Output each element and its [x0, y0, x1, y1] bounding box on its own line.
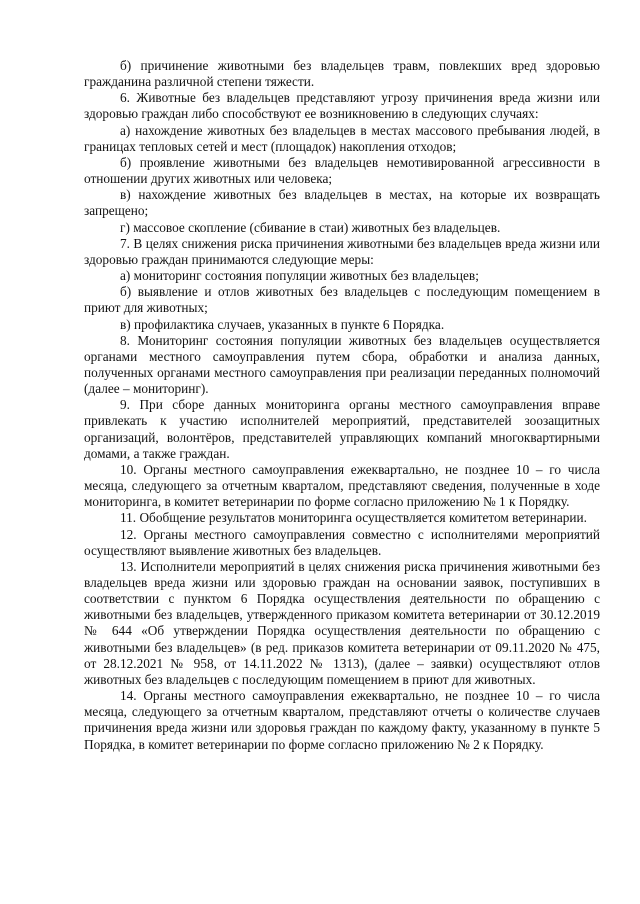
paragraph-5b: б) причинение животными без владельцев травм, повлекших вред здоровью гражданина различной степени тяжести.: [84, 58, 600, 90]
paragraph-6b: б) проявление животными без владельцев немотивированной агрессивности в отношении других животных или человека;: [84, 154, 600, 187]
paragraph-9: 9. При сборе данных мониторинга органы местного самоуправления вправе привлекать к участию исполнителей мероприятий, представителей зоозащитных организаций, волонтёров, представителей управляющих компаний многоквартирными домами, а также граждан.: [84, 397, 600, 461]
paragraph-14: 14. Органы местного самоуправления ежеквартально, не позднее 10 – го числа месяца, следующего за отчетным кварталом, представляют отчеты о количестве случаев причинения вреда жизни или здоровья граждан по каждому факту, указанному в пункте 5 Порядка, в комитет ветеринарии по форме согласно приложению № 2 к Порядку.: [84, 688, 600, 752]
paragraph-8: 8. Мониторинг состояния популяции животных без владельцев осуществляется органами местного самоуправления путем сбора, обработки и анализа данных, полученных органами местного самоуправления при реализации переданных полномочий (далее – мониторинг).: [84, 332, 600, 397]
paragraph-13: 13. Исполнители мероприятий в целях снижения риска причинения животными без владельцев вреда жизни или здоровью граждан на основании заявок, поступивших в соответствии с пунктом 6 Порядка осуществления деятельности по обращению с животными без владельцев, утвержденного приказом комитета ветеринарии от 30.12.2019 № 644 «Об утверждении Порядка осуществления деятельности по обращению с животными без владельцев» (в ред. приказов комитета ветеринарии от 09.11.2020 № 475, от 28.12.2021 № 958, от 14.11.2022 № 1313), (далее – заявки) осуществляют отлов животных без владельцев с последующим помещением в приют для животных.: [84, 558, 600, 687]
paragraph-6v: в) нахождение животных без владельцев в местах, на которые их возвращать запрещено;: [84, 187, 600, 219]
paragraph-10: 10. Органы местного самоуправления ежеквартально, не позднее 10 – го числа месяца, следующего за отчетным кварталом, представляют сведения, полученные в ходе мониторинга, в комитет ветеринарии по форме согласно приложению № 1 к Порядку.: [84, 461, 600, 510]
paragraph-11: 11. Обобщение результатов мониторинга осуществляется комитетом ветеринарии.: [120, 510, 587, 526]
paragraph-12: 12. Органы местного самоуправления совместно с исполнителями мероприятий осуществляют выявление животных без владельцев.: [84, 526, 600, 558]
document-body: [84, 58, 600, 753]
paragraph-7: 7. В целях снижения риска причинения животными без владельцев вреда жизни или здоровью граждан принимаются следующие меры:: [84, 235, 600, 267]
paragraph-6: 6. Животные без владельцев представляют угрозу причинения вреда жизни или здоровью граждан либо способствуют ее возникновению в следующих случаях:: [84, 90, 600, 122]
paragraph-6g: г) массовое скопление (сбивание в стаи) животных без владельцев.: [120, 219, 501, 235]
paragraph-7v: в) профилактика случаев, указанных в пункте 6 Порядка.: [120, 316, 445, 332]
paragraph-7a: а) мониторинг состояния популяции животных без владельцев;: [120, 268, 479, 284]
paragraph-7b: б) выявление и отлов животных без владельцев с последующим помещением в приют для животных;: [84, 284, 600, 316]
paragraph-6a: а) нахождение животных без владельцев в местах массового пребывания людей, в границах тепловых сетей и мест (площадок) накопления отходов;: [84, 122, 600, 154]
